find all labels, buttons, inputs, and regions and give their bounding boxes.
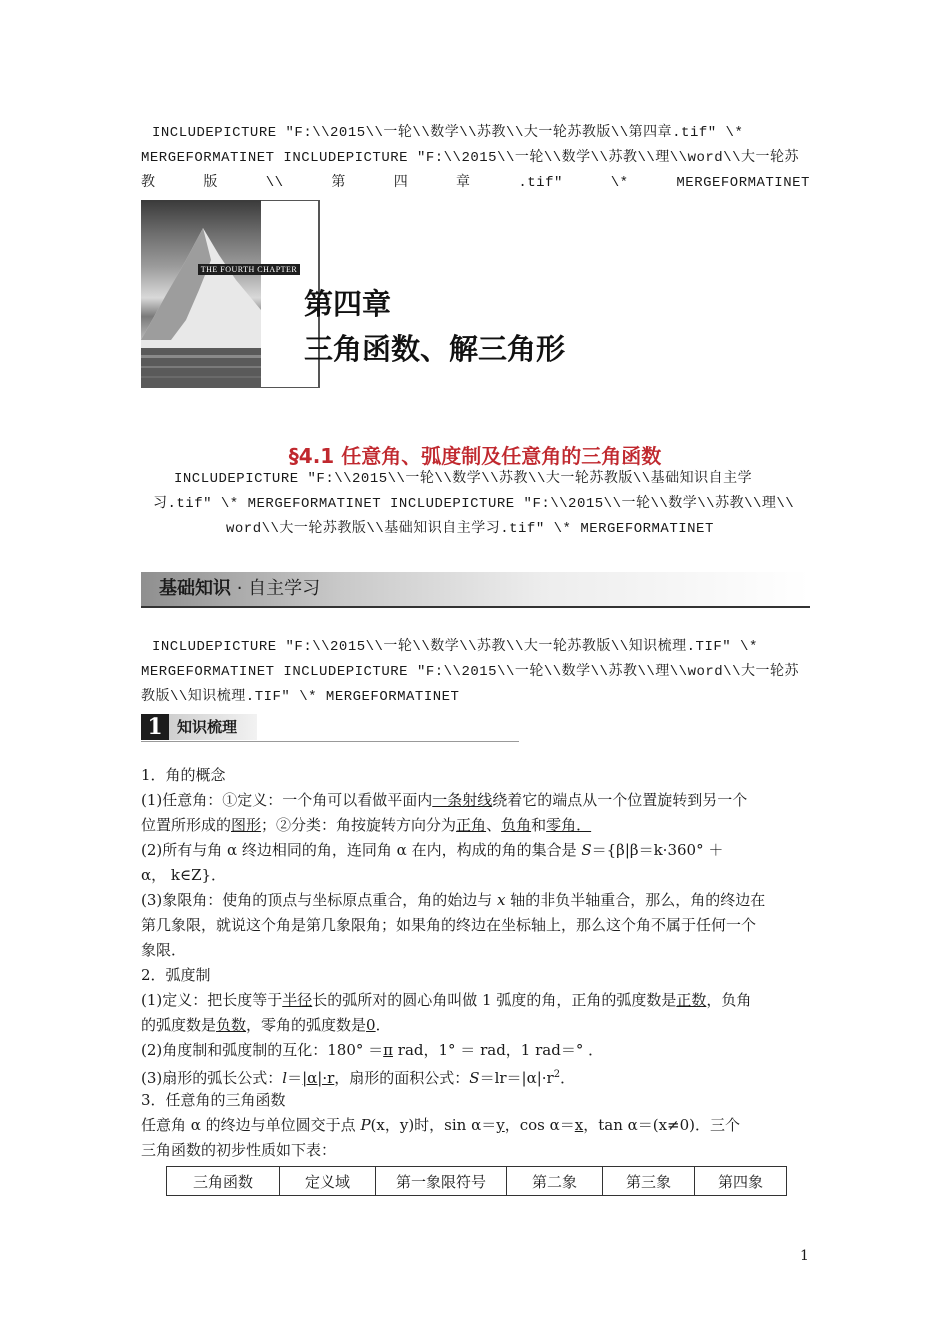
word: 章 [456, 175, 471, 191]
table-header-cell: 第一象限符号 [376, 1167, 507, 1196]
paragraph-line: (1)定义：把长度等于半径长的弧所对的圆心角叫做 1 弧度的角，正角的弧度数是正数，负角 [141, 991, 752, 1009]
field-code-line: INCLUDEPICTURE "F:\\2015\\一轮\\数学\\苏教\\大一轮苏教版\\知识梳理.TIF" \* [152, 639, 758, 655]
subheading: 3．任意角的三角函数 [141, 1091, 286, 1109]
paragraph-line: 第几象限，就说这个角是第几象限角；如果角的终边在坐标轴上，那么这个角不属于任何一个 [141, 916, 757, 934]
banner-text: 自主学习 [248, 578, 321, 599]
field-code-line: 习.tif" \* MERGEFORMATINET INCLUDEPICTURE "F:\\2015\\一轮\\数学\\苏教\\理\\ [153, 496, 795, 512]
field-code-line: INCLUDEPICTURE "F:\\2015\\一轮\\数学\\苏教\\大一轮苏教版\\第四章.tif" \* [152, 125, 744, 141]
table-header-cell: 三角函数 [167, 1167, 280, 1196]
paragraph-line: 象限． [141, 941, 187, 959]
basic-knowledge-banner [141, 572, 810, 608]
word: 第 [331, 175, 346, 191]
field-code-line: word\\大一轮苏教版\\基础知识自主学习.tif" \* MERGEFORMATINET [226, 521, 714, 537]
paragraph-line: (3)扇形的弧长公式：l＝|α|·r，扇形的面积公式：$S=lr=|\alpha|\cdot r^2$． [141, 1069, 576, 1087]
word: 教 [141, 175, 156, 191]
paragraph-line: (2)角度制和弧度制的互化：180° ＝π rad，1° ＝ rad，1 rad＝° ． [141, 1041, 604, 1059]
knowledge-heading [141, 714, 519, 742]
table-header-row [167, 1167, 787, 1196]
banner-separator: · [231, 578, 249, 599]
table-header-cell: 第三象 [603, 1167, 695, 1196]
paragraph-line: α， k∈Z}． [141, 866, 227, 884]
paragraph-line: (1)任意角：①定义：一个角可以看做平面内一条射线绕着它的端点从一个位置旋转到另一个 [141, 791, 748, 809]
paragraph-line: (3)象限角：使角的顶点与坐标原点重合，角的始边与 x 轴的非负半轴重合，那么，角的终边在 [141, 891, 766, 909]
banner-bold-text: 基础知识 [159, 578, 231, 599]
heading-number: 1 [141, 714, 169, 740]
section-title: §4.1 任意角、弧度制及任意角的三角函数 [288, 444, 662, 468]
paragraph-line: 位置所形成的图形；②分类：角按旋转方向分为正角、负角和零角． [141, 816, 592, 834]
chapter-band: THE FOURTH CHAPTER [198, 264, 300, 275]
paragraph-line: 三角函数的初步性质如下表： [141, 1141, 337, 1159]
heading-label: 知识梳理 [169, 714, 257, 740]
chapter-mountain-photo [141, 200, 261, 388]
page-number: 1 [800, 1248, 809, 1264]
mountain-image [141, 200, 261, 388]
table-header-cell: 定义域 [280, 1167, 376, 1196]
word: \* [610, 175, 629, 191]
paragraph-line: 任意角 α 的终边与单位圆交于点 P(x，y)时，sin α＝y，cos α＝x，tan α＝(x≠0)．三个 [141, 1116, 741, 1134]
word: \\ [265, 175, 284, 191]
word: 版 [203, 175, 218, 191]
chapter-number: 第四章 [304, 287, 392, 321]
field-code-line: INCLUDEPICTURE "F:\\2015\\一轮\\数学\\苏教\\大一轮苏教版\\基础知识自主学 [174, 471, 753, 487]
table-header-cell: 第四象 [695, 1167, 787, 1196]
field-code-line [141, 172, 810, 194]
field-code-line: MERGEFORMATINET INCLUDEPICTURE "F:\\2015\\一轮\\数学\\苏教\\理\\word\\大一轮苏 [141, 664, 799, 680]
trig-properties-table [166, 1166, 787, 1196]
word: 四 [393, 175, 409, 191]
subheading: 2．弧度制 [141, 966, 211, 984]
paragraph-line: 的弧度数是负数，零角的弧度数是0． [141, 1016, 391, 1034]
paragraph-line: (2)所有与角 α 终边相同的角，连同角 α 在内，构成的角的集合是 S＝{β|β＝k·360° ＋ [141, 841, 724, 859]
chapter-title: 三角函数、解三角形 [304, 332, 566, 366]
field-code-line: 教版\\知识梳理.TIF" \* MERGEFORMATINET [141, 689, 460, 705]
field-code-line: MERGEFORMATINET INCLUDEPICTURE "F:\\2015\\一轮\\数学\\苏教\\理\\word\\大一轮苏 [141, 150, 799, 166]
word: .tif" [518, 175, 563, 191]
table-header-cell: 第二象 [507, 1167, 603, 1196]
subheading: 1．角的概念 [141, 766, 226, 784]
word: MERGEFORMATINET [676, 175, 810, 191]
